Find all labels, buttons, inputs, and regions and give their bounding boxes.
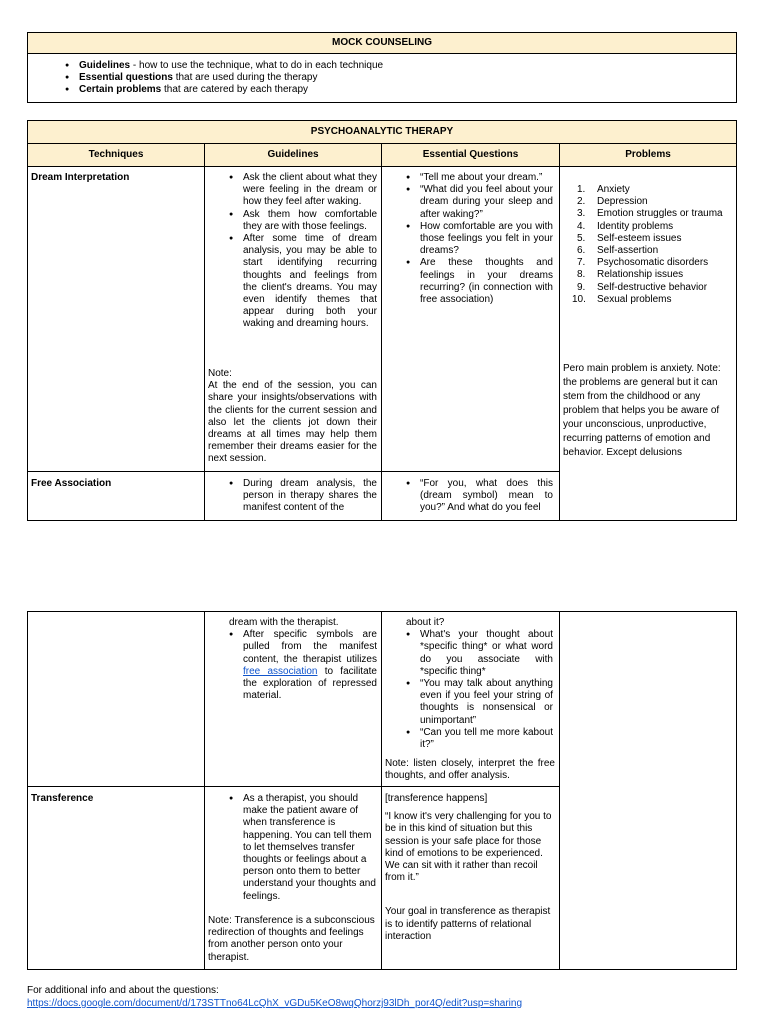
transference-note: Note: Transference is a subconscious redirection of thoughts and feelings from another person onto your therapist. <box>208 915 375 963</box>
problem-item: 8. Relationship issues <box>577 269 684 281</box>
transference-guidelines <box>229 793 377 903</box>
free-question-2: ● What's your thought about *specific thing* or what word do you associate with *specific thing* <box>406 629 553 678</box>
problem-item: 6. Self-assertion <box>577 245 659 257</box>
free-question-1: ● “For you, what does this (dream symbol) mean to you?” And what do you feel <box>406 478 553 515</box>
mock-bullet-questions: ● Essential questions that are used during the therapy <box>65 72 736 84</box>
free-guidelines-part1 <box>229 478 377 515</box>
mock-bullet-guidelines: ● Guidelines - how to use the technique, what to do in each technique <box>65 60 736 72</box>
footer-link[interactable]: https://docs.google.com/document/d/173STTno64LcQhX_vGDu5KeO8wqQhorzj93lDh_por4Q/edit?usp=sharing <box>27 998 523 1009</box>
table-part2 <box>27 611 737 970</box>
header-essential-questions: Essential Questions <box>422 149 519 160</box>
dream-question-4: ● Are these thoughts and feelings in your dreams recurring? (in connection with free association) <box>406 257 553 306</box>
technique-transference: Transference <box>31 793 94 804</box>
transference-goal: Your goal in transference as therapist is to identify patterns of relational interaction <box>385 906 551 942</box>
dream-guidelines <box>229 172 377 331</box>
free-guideline-1: ● During dream analysis, the person in therapy shares the manifest content of the <box>229 478 377 515</box>
dream-guideline-3: ● After some time of dream analysis, you may be able to start identifying recurring thoughts and feelings from the client's dreams. You may even identify themes that appear during both your waking and dreaming hours. <box>229 233 377 331</box>
header-techniques: Techniques <box>88 149 144 160</box>
problem-item: 4. Identity problems <box>577 220 674 232</box>
problem-item: 5. Self-esteem issues <box>577 232 682 244</box>
table-title <box>27 120 737 144</box>
dream-guideline-1: ● Ask the client about what they were feeling in the dream or how they feel after waking. <box>229 172 377 209</box>
transference-label: [transference happens] <box>385 793 488 804</box>
transference-quote: “I know it's very challenging for you to be in this kind of situation but this session is your safe place for those kind of emotions to be experienced. We can sit with it rather than recoil from it.” <box>385 811 552 884</box>
dream-note-text: At the end of the session, you can share your insights/observations with the clients for the current session and also let the clients jot down their dreams at all times may help them remember their dreams easier for the next session. <box>208 380 377 465</box>
free-question-note: Note: listen closely, interpret the free thoughts, and offer analysis. <box>385 758 555 782</box>
problem-item: 9. Self-destructive behavior <box>577 281 708 293</box>
technique-free-association: Free Association <box>31 478 112 489</box>
problems-list <box>572 184 727 306</box>
mock-counseling-title: MOCK COUNSELING <box>332 37 432 48</box>
free-questions-part1 <box>406 478 553 515</box>
problem-item: 10. Sexual problems <box>572 293 672 305</box>
problem-item: 1. Anxiety <box>577 184 630 195</box>
free-questions-part2 <box>406 617 553 751</box>
free-guideline-continued: dream with the therapist. <box>229 617 339 628</box>
table-title-text: PSYCHOANALYTIC THERAPY <box>310 126 454 137</box>
mock-counseling-body <box>27 53 737 103</box>
technique-dream-interpretation: Dream Interpretation <box>31 172 130 183</box>
free-guidelines-part2 <box>229 617 377 702</box>
dream-question-2: ● “What did you feel about your dream during your sleep and after waking?” <box>406 184 553 221</box>
problem-item: 2. Depression <box>577 196 648 208</box>
mock-counseling-header <box>27 32 737 54</box>
dream-question-1: ● “Tell me about your dream.” <box>406 172 553 184</box>
dream-question-3: ● How comfortable are you with those feelings you felt in your dreams? <box>406 221 553 258</box>
dream-guideline-2: ● Ask them how comfortable they are with those feelings. <box>229 209 377 233</box>
transference-questions <box>385 793 555 943</box>
problem-item: 7. Psychosomatic disorders <box>577 257 709 269</box>
free-question-3: ● “You may talk about anything even if you feel your string of thoughts is nonsensical or unimportant” <box>406 678 553 727</box>
problem-item: 3. Emotion struggles or trauma <box>577 208 723 220</box>
transference-guideline-1: ● As a therapist, you should make the patient aware of when transference is happening. You can tell them to let themselves transfer thoughts or feelings about a person onto them to better understand your thoughts and feelings. <box>229 793 377 903</box>
dream-questions <box>406 172 553 306</box>
free-association-link[interactable]: free association <box>243 665 318 677</box>
dream-note-label: Note: <box>208 368 232 379</box>
mock-bullets <box>65 60 736 97</box>
problems-note: Pero main problem is anxiety. Note: the problems are general but it can stem from the childhood or any problem that helps you be aware of your unconscious, unproductive, recurring patterns of emotion and behavior. Except delusions <box>563 363 721 458</box>
mock-bullet-problems: ● Certain problems that are catered by each therapy <box>65 84 736 96</box>
header-guidelines: Guidelines <box>267 149 319 160</box>
header-problems: Problems <box>625 149 671 160</box>
footer-text: For additional info and about the questions: <box>27 985 219 996</box>
free-guideline-2: ● After specific symbols are pulled from the manifest content, the therapist utilizes free association to facilitate the exploration of repressed material. <box>229 629 377 702</box>
free-question-4: ● “Can you tell me more kabout it?” <box>406 727 553 751</box>
free-question-continued: about it? <box>406 617 445 628</box>
dream-note <box>208 368 377 466</box>
